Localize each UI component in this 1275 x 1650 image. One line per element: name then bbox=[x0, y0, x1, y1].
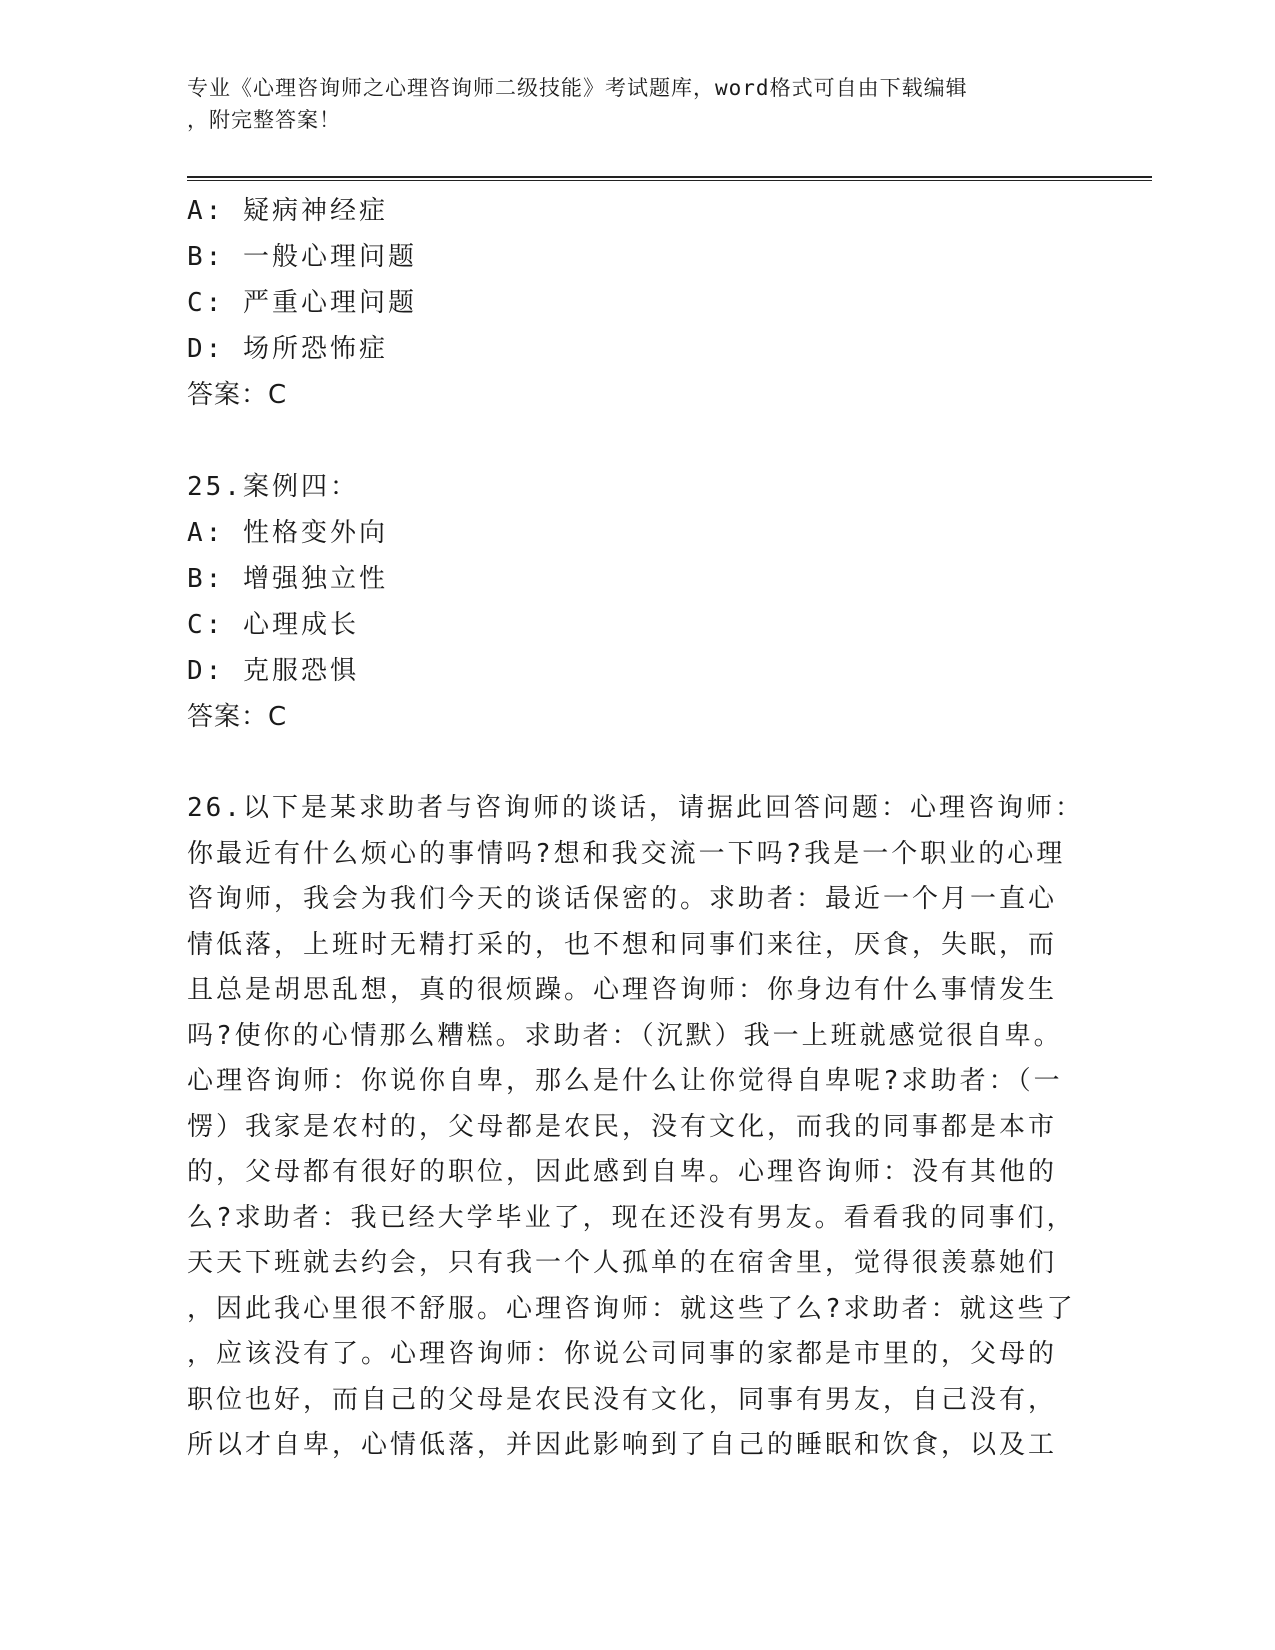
paragraph-line: 天天下班就去约会，只有我一个人孤单的在宿舍里，觉得很羡慕她们 bbox=[187, 1248, 1058, 1278]
option-d: D: 场所恐怖症 bbox=[187, 334, 388, 364]
option-b: B: 增强独立性 bbox=[187, 564, 388, 594]
option-b: B: 一般心理问题 bbox=[187, 242, 417, 272]
answer-line: 答案：C bbox=[187, 380, 288, 410]
paragraph-line: 26.以下是某求助者与咨询师的谈话，请据此回答问题：心理咨询师： bbox=[187, 793, 1084, 823]
header-title-line-1: 专业《心理咨询师之心理咨询师二级技能》考试题库，word格式可自由下载编辑 bbox=[187, 76, 968, 100]
paragraph-line: 你最近有什么烦心的事情吗?想和我交流一下吗?我是一个职业的心理 bbox=[187, 838, 1066, 869]
option-c: C: 心理成长 bbox=[187, 610, 359, 640]
question-25-block bbox=[187, 464, 1067, 740]
question-24-block bbox=[187, 188, 1067, 418]
paragraph-line: 咨询师，我会为我们今天的谈话保密的。求助者：最近一个月一直心 bbox=[187, 884, 1058, 914]
header-divider bbox=[187, 176, 1152, 181]
paragraph-line: ，应该没有了。心理咨询师：你说公司同事的家都是市里的，父母的 bbox=[187, 1339, 1058, 1369]
paragraph-line: ，因此我心里很不舒服。心理咨询师：就这些了么?求助者：就这些了 bbox=[187, 1293, 1076, 1324]
paragraph-line: 心理咨询师：你说你自卑，那么是什么让你觉得自卑呢?求助者：（一 bbox=[187, 1066, 1063, 1096]
header-title-line-2: ，附完整答案！ bbox=[187, 108, 341, 132]
paragraph-line: 职位也好，而自己的父母是农民没有文化，同事有男友，自己没有， bbox=[187, 1384, 1058, 1415]
question-title: 25.案例四： bbox=[187, 472, 359, 502]
paragraph-line: 所以才自卑，心情低落，并因此影响到了自己的睡眠和饮食，以及工 bbox=[187, 1430, 1058, 1460]
paragraph-line: 的，父母都有很好的职位，因此感到自卑。心理咨询师：没有其他的 bbox=[187, 1157, 1058, 1187]
option-a: A: 疑病神经症 bbox=[187, 196, 388, 226]
paragraph-line: 情低落，上班时无精打采的，也不想和同事们来往，厌食，失眠，而 bbox=[187, 929, 1058, 960]
spacer bbox=[187, 740, 1067, 786]
option-a: A: 性格变外向 bbox=[187, 518, 388, 548]
answer-line: 答案：C bbox=[187, 702, 288, 732]
option-d: D: 克服恐惧 bbox=[187, 656, 359, 686]
question-26-paragraph bbox=[187, 786, 1084, 1469]
question-content bbox=[187, 188, 1084, 1469]
paragraph-line: 愣）我家是农村的，父母都是农民，没有文化，而我的同事都是本市 bbox=[187, 1111, 1058, 1142]
option-c: C: 严重心理问题 bbox=[187, 288, 417, 318]
paragraph-line: 么?求助者：我已经大学毕业了，现在还没有男友。看看我的同事们， bbox=[187, 1202, 1076, 1233]
spacer bbox=[187, 418, 1067, 464]
paragraph-line: 吗?使你的心情那么糟糕。求助者：（沉默）我一上班就感觉很自卑。 bbox=[187, 1020, 1063, 1051]
paragraph-line: 且总是胡思乱想，真的很烦躁。心理咨询师：你身边有什么事情发生 bbox=[187, 975, 1058, 1005]
document-header bbox=[187, 72, 1087, 136]
